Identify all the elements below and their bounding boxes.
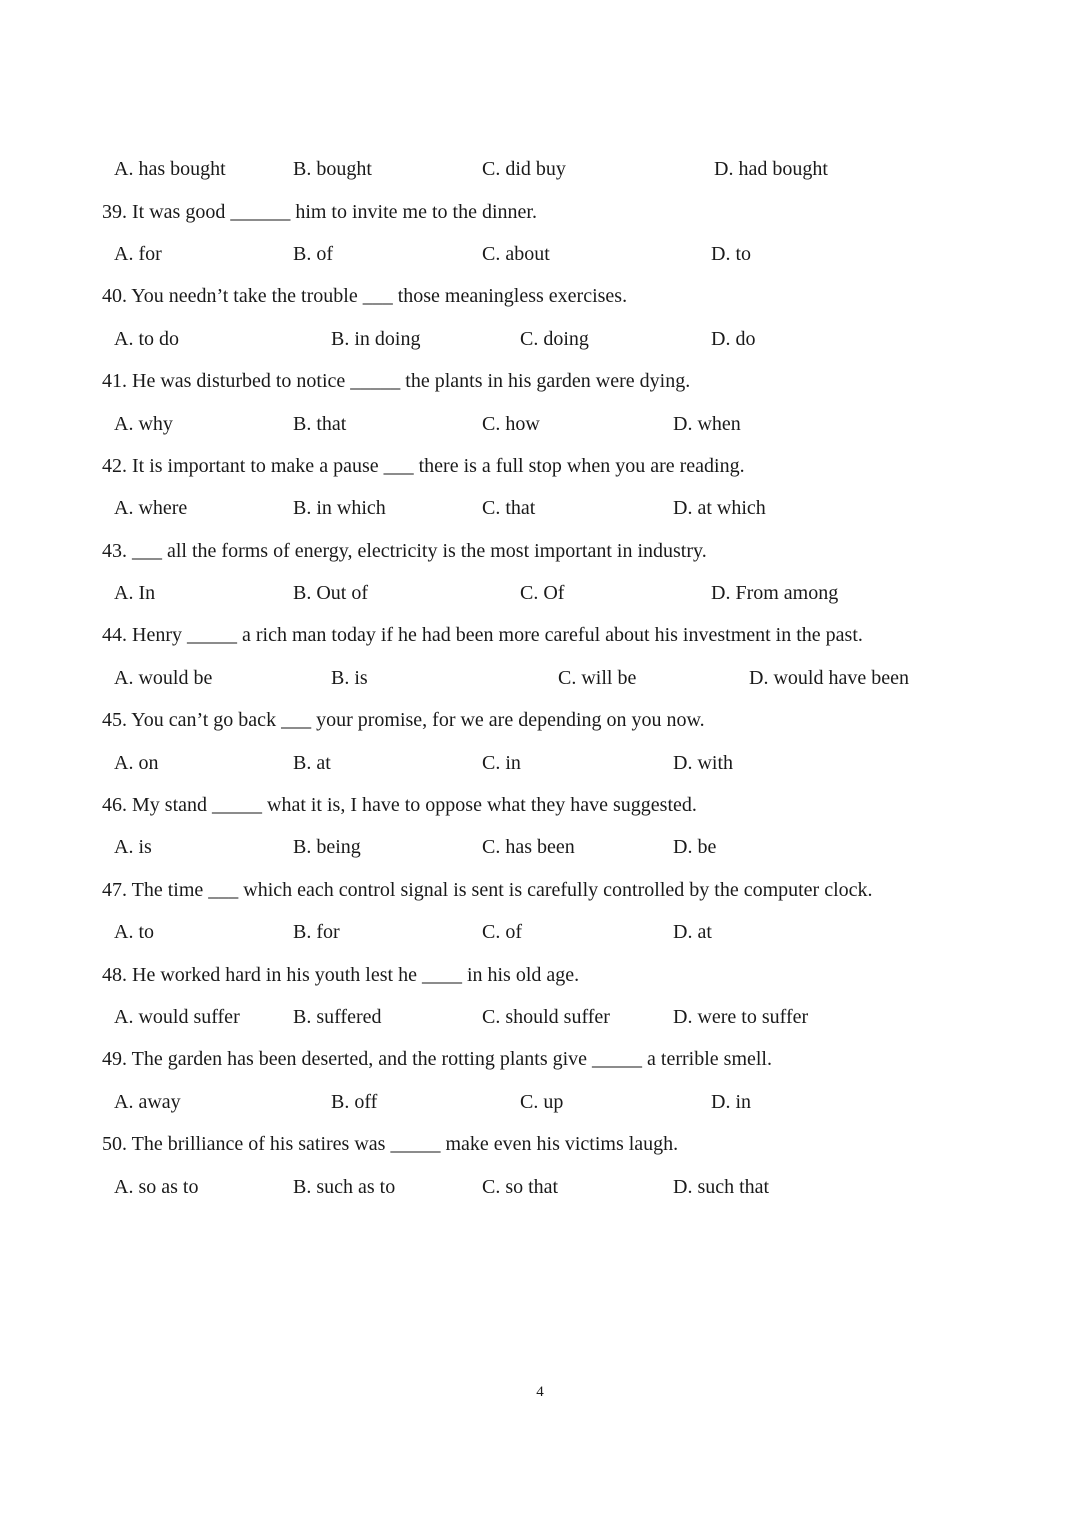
question-43: 43. ___ all the forms of energy, electricity is the most important in industry. bbox=[102, 540, 707, 562]
option-a: A. to do bbox=[114, 328, 179, 350]
options-row-40 bbox=[0, 324, 1080, 354]
option-a: A. would be bbox=[114, 667, 213, 689]
option-c: C. Of bbox=[520, 582, 565, 604]
option-b: B. is bbox=[331, 667, 368, 689]
option-c: C. should suffer bbox=[482, 1006, 610, 1028]
question-44: 44. Henry _____ a rich man today if he had been more careful about his investment in the past. bbox=[102, 624, 863, 646]
option-b: B. suffered bbox=[293, 1006, 382, 1028]
options-row-43 bbox=[0, 578, 1080, 608]
option-a: A. is bbox=[114, 836, 152, 858]
option-c: C. so that bbox=[482, 1176, 559, 1198]
question-41: 41. He was disturbed to notice _____ the plants in his garden were dying. bbox=[102, 370, 691, 392]
options-row-44 bbox=[0, 663, 1080, 693]
options-row-42 bbox=[0, 493, 1080, 523]
question-50: 50. The brilliance of his satires was _____ make even his victims laugh. bbox=[102, 1133, 679, 1155]
question-49: 49. The garden has been deserted, and the rotting plants give _____ a terrible smell. bbox=[102, 1048, 772, 1070]
option-b: B. in doing bbox=[331, 328, 421, 350]
option-c: C. up bbox=[520, 1091, 564, 1113]
options-row-50 bbox=[0, 1172, 1080, 1202]
option-d: D. at which bbox=[673, 497, 766, 519]
option-b: B. off bbox=[331, 1091, 378, 1113]
option-d: D. with bbox=[673, 752, 733, 774]
option-a: A. on bbox=[114, 752, 159, 774]
question-40: 40. You needn’t take the trouble ___ those meaningless exercises. bbox=[102, 285, 628, 307]
option-d: D. to bbox=[711, 243, 751, 265]
option-c: C. has been bbox=[482, 836, 575, 858]
option-b: B. in which bbox=[293, 497, 386, 519]
option-c: C. doing bbox=[520, 328, 589, 350]
options-row-48 bbox=[0, 1002, 1080, 1032]
page-number: 4 bbox=[536, 1384, 544, 1400]
options-row-41 bbox=[0, 409, 1080, 439]
option-a: A. would suffer bbox=[114, 1006, 240, 1028]
option-a: A. to bbox=[114, 921, 154, 943]
question-42: 42. It is important to make a pause ___ there is a full stop when you are reading. bbox=[102, 455, 745, 477]
option-d: D. in bbox=[711, 1091, 751, 1113]
option-a: A. why bbox=[114, 413, 173, 435]
option-b: B. at bbox=[293, 752, 331, 774]
option-d: D. were to suffer bbox=[673, 1006, 809, 1028]
option-b: B. Out of bbox=[293, 582, 368, 604]
options-row-49 bbox=[0, 1087, 1080, 1117]
option-d: D. had bought bbox=[714, 158, 828, 180]
option-c: C. in bbox=[482, 752, 521, 774]
option-b: B. of bbox=[293, 243, 333, 265]
option-a: A. has bought bbox=[114, 158, 226, 180]
option-b: B. for bbox=[293, 921, 340, 943]
options-row-47 bbox=[0, 917, 1080, 947]
option-a: A. In bbox=[114, 582, 156, 604]
option-c: C. did buy bbox=[482, 158, 566, 180]
question-48: 48. He worked hard in his youth lest he ____ in his old age. bbox=[102, 964, 580, 986]
option-d: D. From among bbox=[711, 582, 839, 604]
option-c: C. will be bbox=[558, 667, 637, 689]
question-46: 46. My stand _____ what it is, I have to oppose what they have suggested. bbox=[102, 794, 697, 816]
question-47: 47. The time ___ which each control signal is sent is carefully controlled by the computer clock. bbox=[102, 879, 873, 901]
option-c: C. of bbox=[482, 921, 522, 943]
question-45: 45. You can’t go back ___ your promise, for we are depending on you now. bbox=[102, 709, 705, 731]
option-b: B. such as to bbox=[293, 1176, 396, 1198]
option-c: C. that bbox=[482, 497, 536, 519]
options-row-46 bbox=[0, 832, 1080, 862]
option-b: B. being bbox=[293, 836, 361, 858]
option-d: D. do bbox=[711, 328, 756, 350]
options-row-39 bbox=[0, 239, 1080, 269]
option-c: C. about bbox=[482, 243, 550, 265]
option-b: B. that bbox=[293, 413, 347, 435]
option-c: C. how bbox=[482, 413, 540, 435]
option-d: D. such that bbox=[673, 1176, 770, 1198]
option-b: B. bought bbox=[293, 158, 372, 180]
options-row-45 bbox=[0, 748, 1080, 778]
option-d: D. at bbox=[673, 921, 712, 943]
option-a: A. for bbox=[114, 243, 162, 265]
options-row-38 bbox=[0, 154, 1080, 184]
option-a: A. so as to bbox=[114, 1176, 199, 1198]
option-a: A. away bbox=[114, 1091, 181, 1113]
question-39: 39. It was good ______ him to invite me to the dinner. bbox=[102, 201, 537, 223]
option-a: A. where bbox=[114, 497, 188, 519]
option-d: D. when bbox=[673, 413, 741, 435]
option-d: D. would have been bbox=[749, 667, 909, 689]
option-d: D. be bbox=[673, 836, 717, 858]
